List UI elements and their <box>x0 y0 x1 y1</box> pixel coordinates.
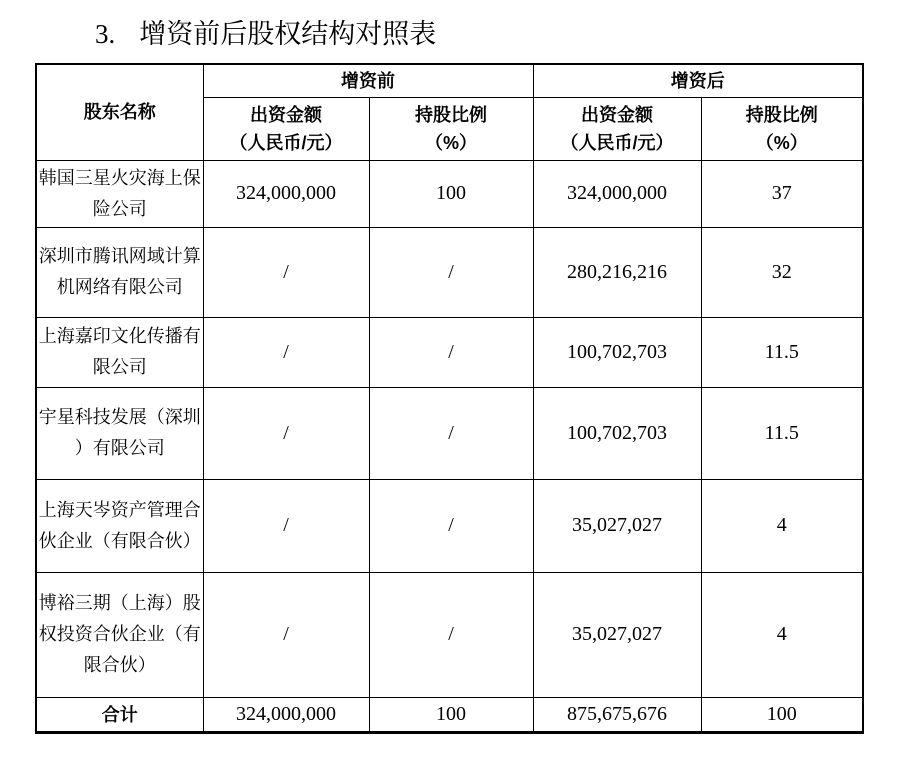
shareholder-name: 深圳市腾讯网域计算机网络有限公司 <box>36 227 203 317</box>
equity-structure-table <box>35 63 864 734</box>
total-post-ratio-cell: 100 <box>701 697 863 732</box>
shareholder-name: 宇星科技发展（深圳）有限公司 <box>36 387 203 479</box>
post-ratio-cell: 11.5 <box>701 317 863 387</box>
pre-amount-cell: / <box>203 387 369 479</box>
pre-ratio-label-line2: （%） <box>424 132 477 153</box>
post-amount-cell: 100,702,703 <box>533 317 701 387</box>
post-ratio-cell: 37 <box>701 160 863 227</box>
total-row <box>36 697 863 732</box>
table-row <box>36 387 863 479</box>
shareholder-name: 上海嘉印文化传播有限公司 <box>36 317 203 387</box>
col-header-post-ratio <box>701 97 863 160</box>
shareholder-name: 韩国三星火灾海上保险公司 <box>36 160 203 227</box>
post-amount-cell: 100,702,703 <box>533 387 701 479</box>
post-amount-cell: 280,216,216 <box>533 227 701 317</box>
col-header-pre-ratio <box>369 97 533 160</box>
title-number: 3. <box>95 19 116 49</box>
total-post-amount-cell: 875,675,676 <box>533 697 701 732</box>
table-row <box>36 572 863 697</box>
shareholder-name: 上海天岑资产管理合伙企业（有限合伙） <box>36 479 203 572</box>
pre-amount-cell: 324,000,000 <box>203 160 369 227</box>
title-text: 增资前后股权结构对照表 <box>139 19 437 49</box>
pre-ratio-cell: / <box>369 387 533 479</box>
pre-amount-cell: / <box>203 227 369 317</box>
pre-ratio-cell: / <box>369 479 533 572</box>
col-header-shareholder: 股东名称 <box>36 64 203 160</box>
pre-ratio-cell: / <box>369 227 533 317</box>
post-amount-label-line1: 出资金额 <box>581 104 653 125</box>
col-header-post-increase: 增资后 <box>533 64 863 97</box>
post-ratio-cell: 11.5 <box>701 387 863 479</box>
total-label: 合计 <box>36 697 203 732</box>
pre-amount-cell: / <box>203 317 369 387</box>
total-pre-ratio-cell: 100 <box>369 697 533 732</box>
pre-amount-label-line1: 出资金额 <box>250 104 322 125</box>
page-title <box>95 12 436 51</box>
table-row <box>36 317 863 387</box>
table-row <box>36 479 863 572</box>
pre-amount-cell: / <box>203 479 369 572</box>
col-header-post-amount <box>533 97 701 160</box>
post-amount-cell: 35,027,027 <box>533 479 701 572</box>
shareholder-name: 博裕三期（上海）股权投资合伙企业（有限合伙） <box>36 572 203 697</box>
post-ratio-cell: 4 <box>701 572 863 697</box>
post-amount-cell: 35,027,027 <box>533 572 701 697</box>
col-header-pre-increase: 增资前 <box>203 64 533 97</box>
pre-ratio-cell: 100 <box>369 160 533 227</box>
pre-amount-cell: / <box>203 572 369 697</box>
pre-amount-label-line2: （人民币/元） <box>229 132 343 153</box>
table-row <box>36 227 863 317</box>
post-ratio-label-line2: （%） <box>755 132 808 153</box>
header-row-groups <box>36 64 863 97</box>
post-ratio-cell: 32 <box>701 227 863 317</box>
total-pre-amount-cell: 324,000,000 <box>203 697 369 732</box>
post-amount-label-line2: （人民币/元） <box>560 132 674 153</box>
post-ratio-label-line1: 持股比例 <box>745 104 818 125</box>
pre-ratio-label-line1: 持股比例 <box>415 104 487 125</box>
pre-ratio-cell: / <box>369 317 533 387</box>
pre-ratio-cell: / <box>369 572 533 697</box>
col-header-pre-amount <box>203 97 369 160</box>
post-amount-cell: 324,000,000 <box>533 160 701 227</box>
post-ratio-cell: 4 <box>701 479 863 572</box>
table-row <box>36 160 863 227</box>
